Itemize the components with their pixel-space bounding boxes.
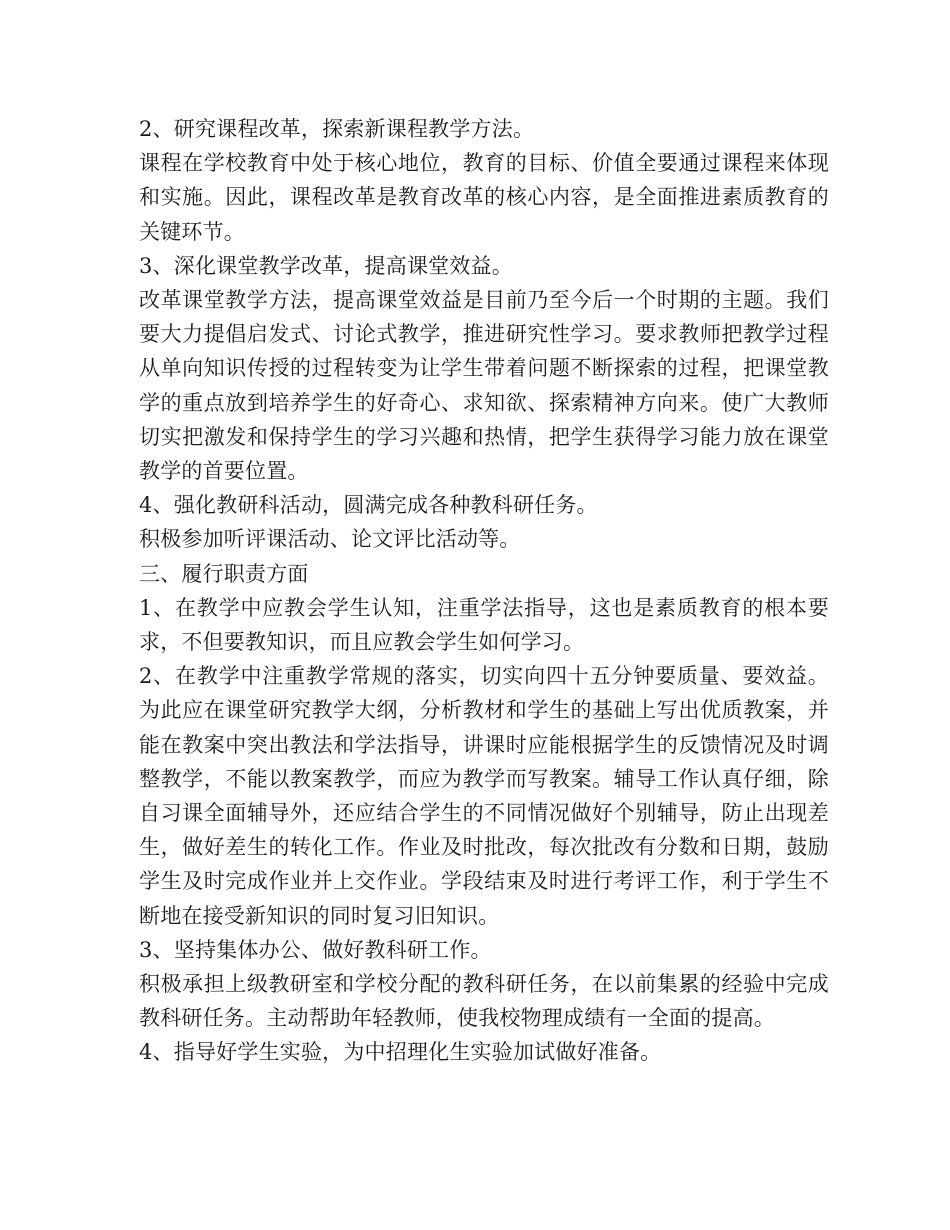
section-heading-duties: 三、履行职责方面 [139,561,309,586]
heading-student-experiments: 4、指导好学生实验，为中招理化生实验加试做好准备。 [139,1040,662,1065]
paragraph-duty-cognition: 1、在教学中应教会学生认知，注重学法指导，这也是素质教育的根本要求，不但要教知识，而且应教会学生如何学习。 [139,595,829,655]
paragraph-classroom-methods: 改革课堂教学方法，提高课堂效益是目前乃至今后一个时期的主题。我们要大力提倡启发式、讨论式教学，推进研究性学习。要求教师把教学过程从单向知识传授的过程转变为让学生带着问题不断探索的过程，把课堂教学的重点放到培养学生的好奇心、求知欲、探索精神方向来。使广大教师切实把激发和保持学生的学习兴趣和热情，把学生获得学习能力放在课堂教学的首要位置。 [139,288,829,484]
paragraph-research-tasks: 积极承担上级教研室和学校分配的教科研任务，在以前集累的经验中完成教科研任务。主动帮助年轻教师，使我校物理成绩有一全面的提高。 [139,972,829,1031]
document-page [139,112,829,1070]
heading-classroom-reform: 3、深化课堂教学改革，提高课堂效益。 [139,253,513,278]
paragraph-curriculum-core: 课程在学校教育中处于核心地位，教育的目标、价值全要通过课程来体现和实施。因此，课程改革是教育改革的核心内容，是全面推进素质教育的关键环节。 [139,151,829,244]
paragraph-duty-routine: 2、在教学中注重教学常规的落实，切实向四十五分钟要质量、要效益。为此应在课堂研究教学大纲，分析教材和学生的基础上写出优质教案，并能在教案中突出教法和学法指导，讲课时应能根据学生的反馈情况及时调整教学，不能以教案教学，而应为教学而写教案。辅导工作认真仔细，除自习课全面辅导外，还应结合学生的不同情况做好个别辅导，防止出现差生，做好差生的转化工作。作业及时批改，每次批改有分数和日期，鼓励学生及时完成作业并上交作业。学段结束及时进行考评工作，利于学生不断地在接受新知识的同时复习旧知识。 [139,664,829,928]
paragraph-lesson-evaluation: 积极参加听评课活动、论文评比活动等。 [139,527,521,552]
heading-curriculum-reform: 2、研究课程改革，探索新课程教学方法。 [139,117,535,141]
heading-research-activities: 4、强化教研科活动，圆满完成各种教科研任务。 [139,493,598,518]
heading-collective-office: 3、坚持集体办公、做好教科研工作。 [139,937,492,962]
